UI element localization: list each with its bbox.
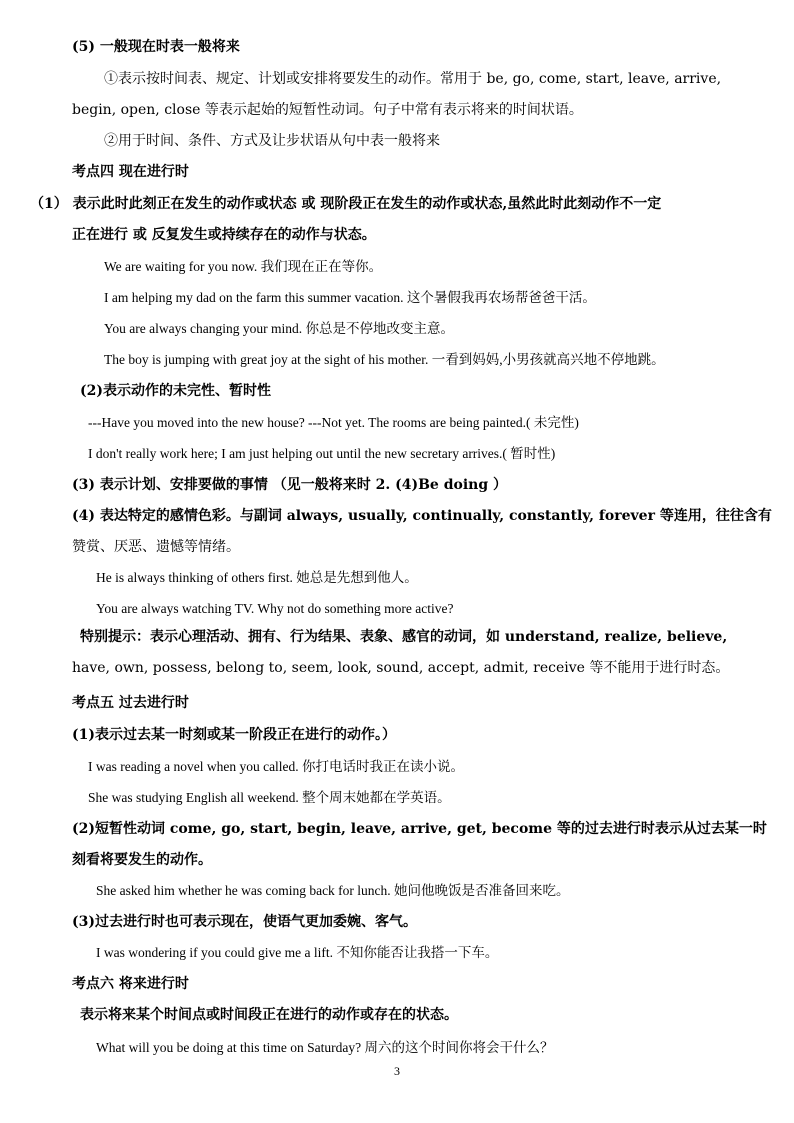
example-sentence: She asked him whether he was coming back for lunch. 她问他晚饭是否准备回来吃。 — [96, 883, 570, 898]
example-sentence: I was wondering if you could give me a lift. 不知你能否让我搭一下车。 — [96, 945, 499, 960]
subheading-3: (3)过去进行时也可表示现在，使语气更加委婉、客气。 — [72, 914, 417, 930]
paragraph-line: begin, open, close 等表示起始的短暂性动词。句子中常有表示将来的时间状语。 — [72, 102, 583, 118]
paragraph-line: ②用于时间、条件、方式及让步状语从句中表一般将来 — [104, 133, 440, 149]
example-sentence: We are waiting for you now. 我们现在正在等你。 — [104, 259, 383, 274]
bold-paragraph-line: 正在进行 或 反复发生或持续存在的动作与状态。 — [72, 227, 376, 243]
example-sentence: What will you be doing at this time on Saturday? 周六的这个时间你将会干什么？ — [96, 1040, 554, 1055]
example-sentence: She was studying English all weekend. 整个周末她都在学英语。 — [88, 790, 451, 805]
paragraph-line: ①表示按时间表、规定、计划或安排将要发生的动作。常用于 be, go, come, start, leave, arrive, — [104, 71, 722, 87]
bold-paragraph-line: 刻看将要发生的动作。 — [72, 852, 212, 868]
section-heading-6: 考点六 将来进行时 — [72, 976, 189, 992]
example-sentence: You are always changing your mind. 你总是不停地改变主意。 — [104, 321, 454, 336]
page-number: 3 — [394, 1064, 400, 1078]
subheading-4: (4) 表达特定的感情色彩。与副词 always, usually, continually, constantly, forever 等连用，往往含有 — [72, 508, 772, 524]
bold-paragraph-line: （1） 表示此时此刻正在发生的动作或状态 或 现阶段正在发生的动作或状态,虽然此时此刻动作不一定 — [30, 196, 662, 212]
example-sentence: The boy is jumping with great joy at the sight of his mother. 一看到妈妈,小男孩就高兴地不停地跳。 — [104, 352, 665, 367]
special-note: 特别提示：表示心理活动、拥有、行为结果、表象、感官的动词，如 understand, realize, believe, — [80, 629, 728, 645]
example-sentence: He is always thinking of others first. 她总是先想到他人。 — [96, 570, 418, 585]
section-heading-5: 考点五 过去进行时 — [72, 695, 189, 711]
subheading-3: (3) 表示计划、安排要做的事情 （见一般将来时 2. (4)Be doing ） — [72, 477, 507, 493]
subheading-1: (1)表示过去某一时刻或某一阶段正在进行的动作。） — [72, 727, 396, 743]
paragraph-line: have, own, possess, belong to, seem, look, sound, accept, admit, receive 等不能用于进行时态。 — [72, 660, 730, 676]
subheading-2: (2)短暂性动词 come, go, start, begin, leave, arrive, get, become 等的过去进行时表示从过去某一时 — [72, 821, 767, 837]
paragraph-line: 赞赏、厌恶、遗憾等情绪。 — [72, 539, 240, 555]
heading-5-present-simple-future: (5) 一般现在时表一般将来 — [72, 39, 240, 55]
example-sentence: I don't really work here; I am just helping out until the new secretary arrives.( 暂时性) — [88, 446, 556, 461]
section-heading-4: 考点四 现在进行时 — [72, 164, 189, 180]
example-sentence: I was reading a novel when you called. 你打电话时我正在读小说。 — [88, 759, 465, 774]
example-sentence: I am helping my dad on the farm this summer vacation. 这个暑假我再农场帮爸爸干活。 — [104, 290, 596, 305]
example-sentence: ---Have you moved into the new house? ---Not yet. The rooms are being painted.( 未完性) — [88, 415, 579, 430]
example-sentence: You are always watching TV. Why not do something more active? — [96, 601, 454, 616]
bold-paragraph-line: 表示将来某个时间点或时间段正在进行的动作或存在的状态。 — [80, 1007, 458, 1023]
subheading-2: (2)表示动作的未完性、暂时性 — [80, 383, 271, 399]
